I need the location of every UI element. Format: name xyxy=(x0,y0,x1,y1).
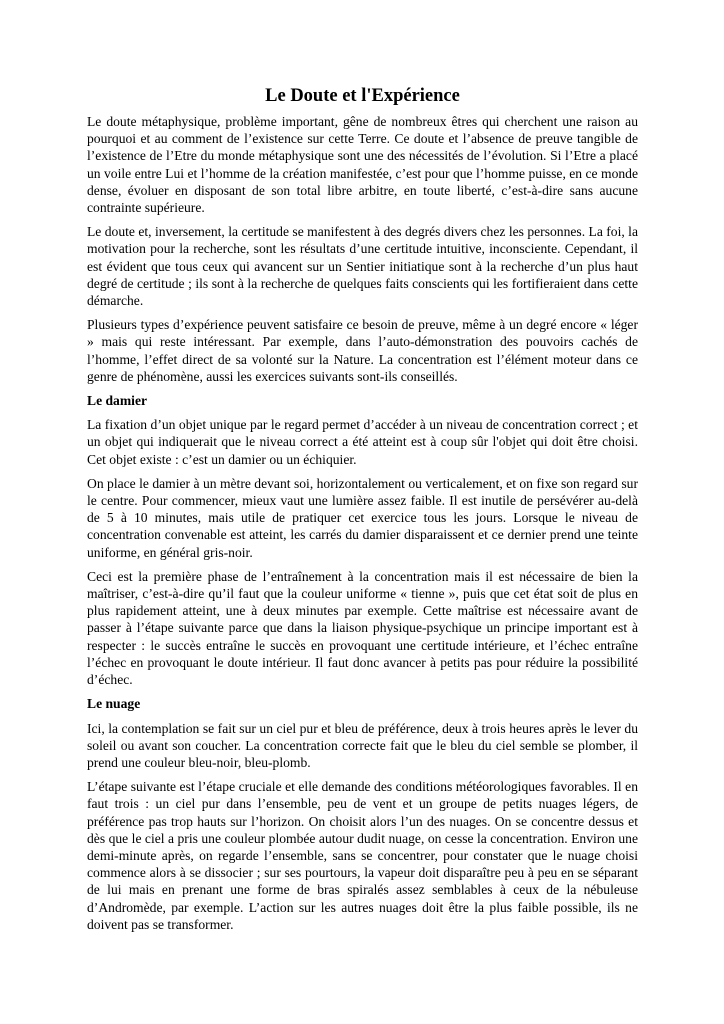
section-paragraph: La fixation d’un objet unique par le regard permet d’accéder à un niveau de concentration correct ; et un objet qui indiquerait que le niveau correct a été atteint est à coup sûr l'objet qui doit être choisi. Cet objet existe : c’est un damier ou un échiquier. xyxy=(87,417,638,467)
section-heading: Le damier xyxy=(87,393,148,409)
section-paragraph: On place le damier à un mètre devant soi, horizontalement ou verticalement, et on fixe son regard sur le centre. Pour commencer, mieux vaut une lumière assez faible. Il est inutile de persévérer au-delà de 5 à 10 minutes, mais utile de pratiquer cet exercice tous les jours. Lorsque le niveau de concentration convenable est atteint, les carrés du damier disparaissent et ce dernier prend une teinte uniforme, en général gris-noir. xyxy=(87,475,638,560)
section-paragraph: Ceci est la première phase de l’entraînement à la concentration mais il est nécessaire de bien la maîtriser, c’est-à-dire qu’il faut que la couleur uniforme « tienne », puis que cet état soit de plus en plus rapidement atteint, une à deux minutes par exemple. Cette maîtrise est nécessaire avant de passer à l’étape suivante parce que dans la liaison physique-psychique un principe important est à respecter : le succès entraîne le succès en provoquant une certitude intérieure, et l’échec entraîne l’échec en provoquant le doute intérieur. Il faut donc avancer à petits pas pour réduire la possibilité d’échec. xyxy=(87,568,638,688)
section-damier xyxy=(87,392,638,688)
document-page xyxy=(87,84,638,940)
intro-paragraph: Plusieurs types d’expérience peuvent satisfaire ce besoin de preuve, même à un degré encore « léger » mais qui reste intéressant. Par exemple, dans l’auto-démonstration des pouvoirs cachés de l’homme, l’effet direct de sa volonté sur la Nature. La concentration est l’élément moteur dans ce genre de phénomène, aussi les exercices suivants sont-ils conseillés. xyxy=(87,317,638,384)
section-paragraph: L’étape suivante est l’étape cruciale et elle demande des conditions météorologiques favorables. Il en faut trois : un ciel pur dans l’ensemble, peu de vent et un groupe de petits nuages légers, de préférence pas trop hauts sur l’horizon. On choisit alors l’un des nuages. On se concentre dessus et dès que le ciel a pris une couleur plombée autour dudit nuage, on cesse la concentration. Environ une demi-minute après, on regarde l’ensemble, sans se concentrer, pour constater que le nuage choisi commence alors à se dissocier ; sur ses pourtours, la vapeur doit disparaître peu à peu en se séparant de lui mais en prenant une forme de bras spiralés assez semblables à ceux de la nébuleuse d’Andromède, par exemple. L’action sur les autres nuages doit être la plus faible possible, ils ne doivent pas se transformer. xyxy=(87,779,638,932)
section-heading: Le nuage xyxy=(87,696,141,712)
page-title: Le Doute et l'Expérience xyxy=(265,86,460,106)
section-nuage xyxy=(87,695,638,933)
section-paragraph: Ici, la contemplation se fait sur un ciel pur et bleu de préférence, deux à trois heures après le lever du soleil ou avant son coucher. La concentration correcte fait que le bleu du ciel semble se plomber, il prend une couleur bleu-noir, bleu-plomb. xyxy=(87,720,638,770)
intro-paragraph: Le doute et, inversement, la certitude se manifestent à des degrés divers chez les personnes. La foi, la motivation pour la recherche, sont les résultats d’une certitude intuitive, inconsciente. Cependant, il est évident que tous ceux qui avancent sur un Sentier initiatique sont à la recherche d’un plus haut degré de certitude ; ils sont à la recherche de quelques faits conscients qui les fortifieraient dans cette démarche. xyxy=(87,224,638,309)
intro-paragraph: Le doute métaphysique, problème important, gêne de nombreux êtres qui cherchent une raison au pourquoi et au comment de l’existence sur cette Terre. Ce doute et l’absence de preuve tangible de l’existence de l’Etre du monde métaphysique sont une des nécessités de l’évolution. Si l’Etre a placé un voile entre Lui et l’homme de la création manifestée, c’est pour que l’homme puisse, en ce monde dense, évoluer en disposant de son total libre arbitre, en toute liberté, c’est-à-dire sans aucune contrainte supérieure. xyxy=(87,114,638,216)
